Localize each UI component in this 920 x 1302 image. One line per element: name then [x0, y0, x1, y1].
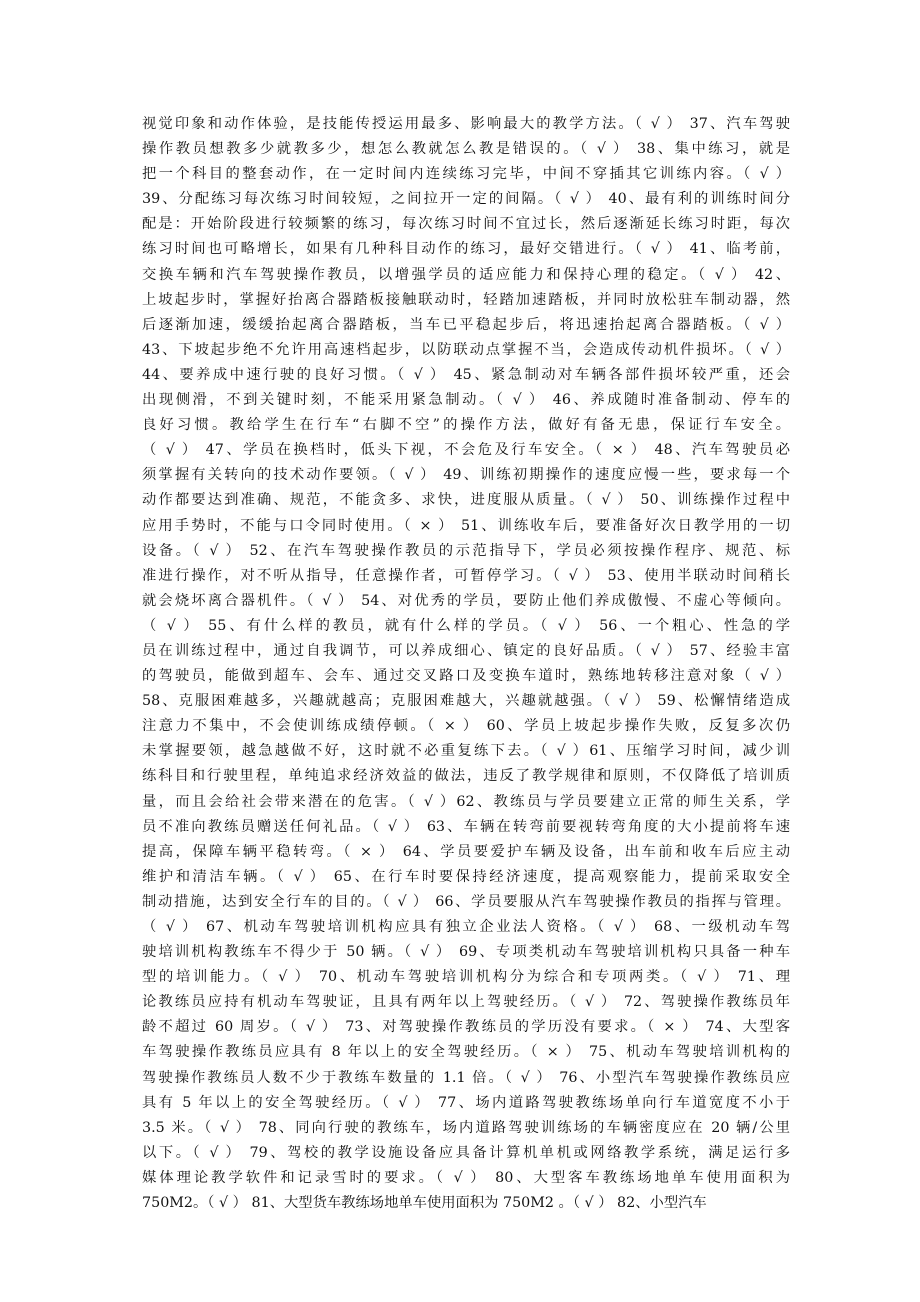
text-line: 练习时间也可略增长，如果有几种科目动作的练习，最好交错进行。（ √ ） 41、临考前， — [142, 241, 790, 258]
text-line: 驾驶操作教练员人数不少于教练车数量的 1.1 倍。（ √ ） 76、小型汽车驾驶操作教练员应 — [142, 1069, 790, 1086]
text-line: 维护和清洁车辆。（ √ ） 65、在行车时要保持经济速度，提高观察能力，提前采取安全 — [142, 868, 790, 885]
text-line: 动作都要达到准确、规范，不能贪多、求快，进度服从质量。（ √ ） 50、训练操作过程中 — [142, 492, 790, 509]
text-line: 车驾驶操作教练员应具有 8 年以上的安全驾驶经历。（ × ） 75、机动车驾驶培训机构的 — [142, 1044, 790, 1061]
text-line: 配是：开始阶段进行较频繁的练习，每次练习时间不宜过长，然后逐渐延长练习时距，每次 — [142, 216, 790, 233]
text-line: 视觉印象和动作体验，是技能传授运用最多、影响最大的教学方法。（ √ ） 37、汽车驾驶 — [142, 116, 790, 132]
text-line: （ √ ） 67、机动车驾驶培训机构应具有独立企业法人资格。（ √ ） 68、一级机动车驾 — [142, 919, 790, 935]
text-line: 出现侧滑，不到关键时刻，不能采用紧急制动。（ √ ） 46、养成随时准备制动、停车的 — [142, 392, 790, 409]
text-line: 准进行操作，对不听从指导，任意操作者，可暂停学习。（ √ ） 53、使用半联动时间稍长 — [142, 567, 790, 584]
text-line: 后逐渐加速，缓缓抬起离合器踏板，当车已平稳起步后，将迅速抬起离合器踏板。（ √ ） — [142, 316, 790, 333]
text-line: 良好习惯。教给学生在行车“右脚不空”的操作方法，做好有备无患，保证行车安全。 — [142, 417, 790, 434]
text-line: 须掌握有关转向的技术动作要领。（ √ ） 49、训练初期操作的速度应慢一些，要求每一个 — [142, 467, 790, 484]
text-line: 操作教员想教多少就教多少，想怎么教就怎么教是错误的。（ √ ） 38、集中练习，就是 — [142, 141, 790, 158]
text-line: 制动措施，达到安全行车的目的。（ √ ） 66、学员要服从汽车驾驶操作教员的指挥与管理。 — [142, 893, 790, 910]
text-line: 员不准向教练员赠送任何礼品。（ √ ） 63、车辆在转弯前要视转弯角度的大小提前将车速 — [142, 818, 790, 835]
text-line: 58、克服困难越多，兴趣就越高；克服困难越大，兴趣就越强。（ √ ） 59、松懈情绪造成 — [142, 693, 790, 710]
text-line: 量，而且会给社会带来潜在的危害。（ √ ）62、教练员与学员要建立正常的师生关系，学 — [142, 793, 790, 810]
text-line: （ √ ） 55、有什么样的教员，就有什么样的学员。（ √ ） 56、一个粗心、性急的学 — [142, 617, 790, 634]
text-line: 以下。（ √ ） 79、驾校的教学设施设备应具备计算机单机或网络教学系统，满足运行多 — [142, 1144, 790, 1161]
text-line: 750M2。（ √ ） 81、大型货车教练场地单车使用面积为 750M2 。（ √ ） 82、小型汽车 — [142, 1195, 707, 1212]
text-line: 交换车辆和汽车驾驶操作教员，以增强学员的适应能力和保持心理的稳定。（ √ ） 42、 — [142, 266, 790, 283]
text-line: 上坡起步时，掌握好抬离合器踏板接触联动时，轻踏加速踏板，并同时放松驻车制动器，然 — [142, 291, 790, 308]
text-line: 就会烧坏离合器机件。（ √ ） 54、对优秀的学员，要防止他们养成傲慢、不虚心等倾向。 — [142, 592, 790, 609]
text-line: 的驾驶员，能做到超车、会车、通过交叉路口及变换车道时，熟练地转移注意对象（ √ ） — [142, 668, 790, 685]
text-line: 43、下坡起步绝不允许用高速档起步，以防联动点掌握不当，会造成传动机件损坏。（ √ ） — [142, 341, 790, 358]
text-line: 44、要养成中速行驶的良好习惯。（ √ ） 45、紧急制动对车辆各部件损坏较严重，还会 — [142, 366, 790, 383]
text-line: 提高，保障车辆平稳转弯。（ × ） 64、学员要爱护车辆及设备，出车前和收车后应主动 — [142, 843, 790, 860]
text-line: （ √ ） 47、学员在换档时，低头下视，不会危及行车安全。（ × ） 48、汽车驾驶员必 — [142, 442, 790, 459]
text-line: 龄不超过 60 周岁。（ √ ） 73、对驾驶操作教练员的学历没有要求。（ × ） 74、大型客 — [142, 1019, 790, 1036]
text-line: 员在训练过程中，通过自我调节，可以养成细心、镇定的良好品质。（ √ ） 57、经验丰富 — [142, 642, 790, 659]
text-line: 具有 5 年以上的安全驾驶经历。（ √ ） 77、场内道路驾驶教练场单向行车道宽度不小于 — [142, 1094, 790, 1111]
text-line: 设备。（ √ ） 52、在汽车驾驶操作教员的示范指导下，学员必须按操作程序、规范、标 — [142, 542, 790, 559]
text-line: 注意力不集中，不会使训练成绩停顿。（ × ） 60、学员上坡起步操作失败，反复多次仍 — [142, 718, 790, 735]
text-line: 把一个科目的整套动作，在一定时间内连续练习完毕，中间不穿插其它训练内容。（ √ ） — [142, 166, 790, 183]
text-line: 未掌握要领，越急越做不好，这时就不必重复练下去。（ √ ）61、压缩学习时间，减少训 — [142, 743, 790, 760]
text-line: 39、分配练习每次练习时间较短，之间拉开一定的间隔。（ √ ） 40、最有利的训练时间分 — [142, 191, 790, 208]
document-body-text — [142, 112, 790, 1216]
text-line: 应用手势时，不能与口令同时使用。（ × ） 51、训练收车后，要准备好次日教学用的一切 — [142, 517, 790, 534]
text-line: 练科目和行驶里程，单纯追求经济效益的做法，违反了教学规律和原则，不仅降低了培训质 — [142, 768, 790, 785]
text-line: 3.5 米。（ √ ） 78、同向行驶的教练车，场内道路驾驶训练场的车辆密度应在 20 辆/公里 — [142, 1119, 790, 1136]
text-line: 媒体理论教学软件和记录雪时的要求。（ √ ） 80、大型客车教练场地单车使用面积为 — [142, 1169, 790, 1186]
text-line: 型的培训能力。（ √ ） 70、机动车驾驶培训机构分为综合和专项两类。（ √ ） 71、理 — [142, 969, 790, 986]
text-line: 驶培训机构教练车不得少于 50 辆。（ √ ） 69、专项类机动车驾驶培训机构只具备一种车 — [142, 944, 790, 961]
text-line: 论教练员应持有机动车驾驶证，且具有两年以上驾驶经历。（ √ ） 72、驾驶操作教练员年 — [142, 994, 790, 1011]
